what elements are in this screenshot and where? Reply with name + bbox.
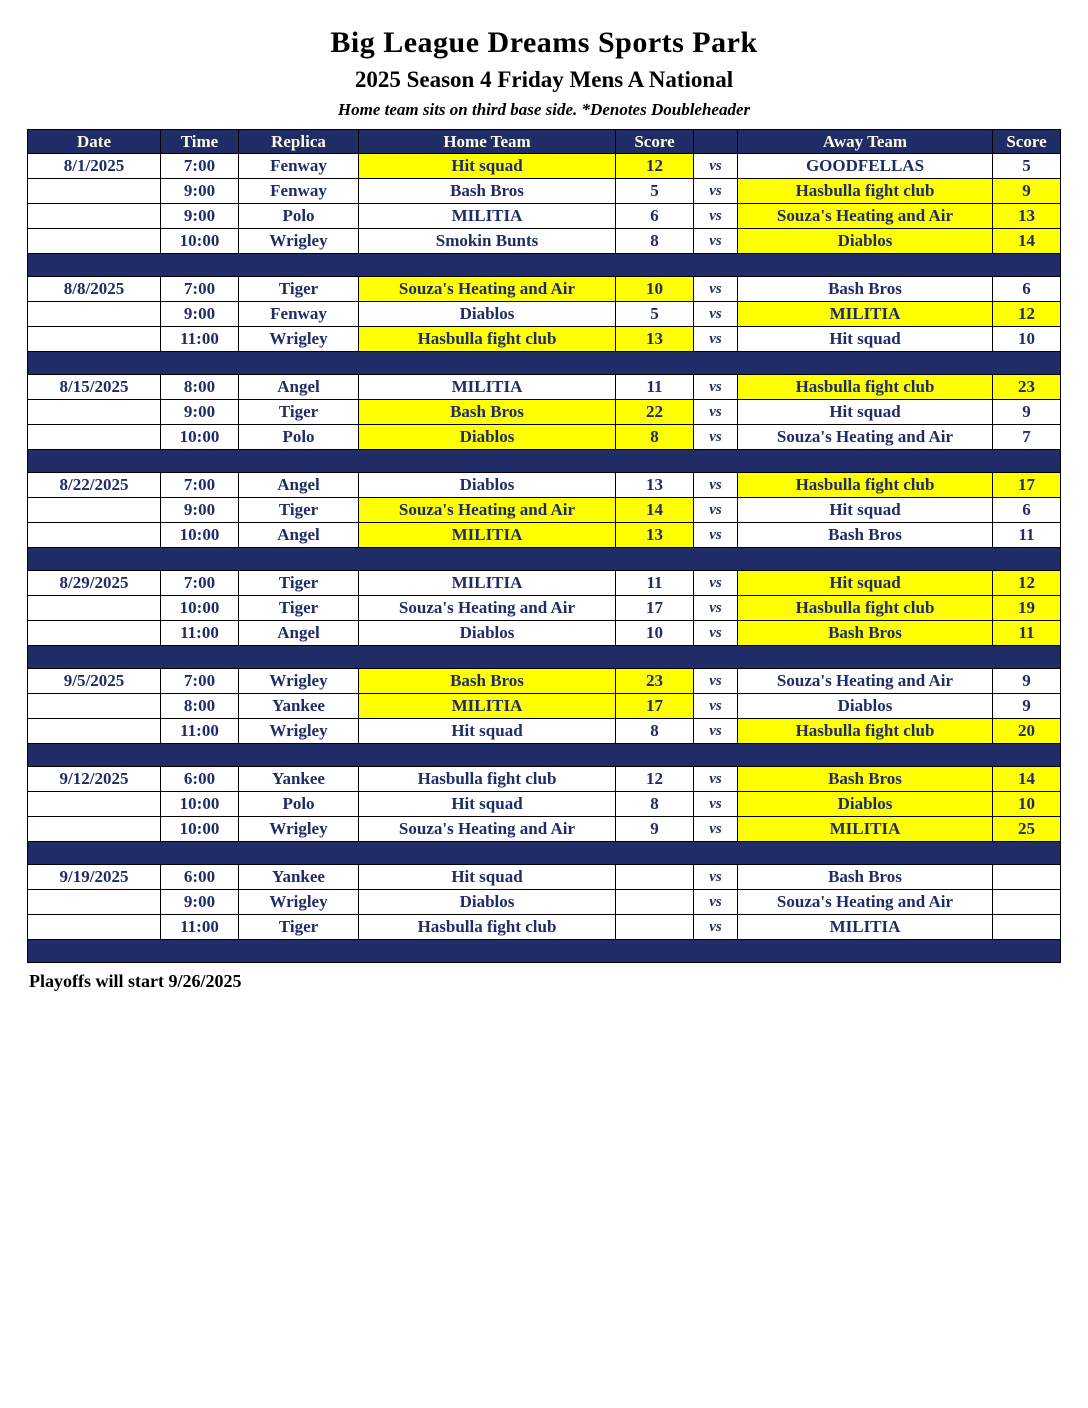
time-cell: 6:00 — [161, 865, 239, 890]
home-score-cell: 8 — [616, 229, 694, 254]
home-team-cell: Bash Bros — [359, 179, 616, 204]
time-cell: 7:00 — [161, 571, 239, 596]
replica-cell: Wrigley — [239, 817, 359, 842]
home-team-cell: Bash Bros — [359, 669, 616, 694]
away-score-cell: 7 — [993, 425, 1061, 450]
home-team-cell: Diablos — [359, 473, 616, 498]
time-cell: 9:00 — [161, 498, 239, 523]
table-row — [28, 890, 1061, 915]
away-score-cell: 25 — [993, 817, 1061, 842]
away-score-cell: 9 — [993, 669, 1061, 694]
away-score-cell: 17 — [993, 473, 1061, 498]
replica-cell: Fenway — [239, 179, 359, 204]
away-score-cell: 6 — [993, 277, 1061, 302]
replica-cell: Angel — [239, 473, 359, 498]
away-team-cell: Bash Bros — [738, 865, 993, 890]
separator-cell — [28, 744, 1061, 767]
column-header-date: Date — [28, 130, 161, 154]
table-row — [28, 498, 1061, 523]
away-team-cell: MILITIA — [738, 915, 993, 940]
vs-cell: vs — [694, 890, 738, 915]
away-team-cell: Bash Bros — [738, 767, 993, 792]
date-cell — [28, 179, 161, 204]
date-cell: 8/1/2025 — [28, 154, 161, 179]
date-cell — [28, 204, 161, 229]
column-header-replica: Replica — [239, 130, 359, 154]
away-team-cell: Souza's Heating and Air — [738, 425, 993, 450]
date-cell: 8/29/2025 — [28, 571, 161, 596]
table-row — [28, 523, 1061, 548]
away-score-cell: 12 — [993, 302, 1061, 327]
vs-cell: vs — [694, 498, 738, 523]
away-team-cell: Hasbulla fight club — [738, 179, 993, 204]
date-cell — [28, 915, 161, 940]
home-score-cell: 13 — [616, 523, 694, 548]
home-team-cell: MILITIA — [359, 204, 616, 229]
date-cell: 9/19/2025 — [28, 865, 161, 890]
home-team-cell: MILITIA — [359, 694, 616, 719]
home-team-cell: Diablos — [359, 890, 616, 915]
vs-cell: vs — [694, 571, 738, 596]
date-cell — [28, 621, 161, 646]
vs-cell: vs — [694, 473, 738, 498]
vs-cell: vs — [694, 277, 738, 302]
away-team-cell: Hit squad — [738, 498, 993, 523]
time-cell: 10:00 — [161, 523, 239, 548]
home-score-cell: 8 — [616, 719, 694, 744]
home-score-cell: 11 — [616, 375, 694, 400]
time-cell: 7:00 — [161, 473, 239, 498]
date-cell — [28, 302, 161, 327]
time-cell: 7:00 — [161, 669, 239, 694]
table-row — [28, 571, 1061, 596]
away-score-cell — [993, 915, 1061, 940]
away-score-cell: 6 — [993, 498, 1061, 523]
away-team-cell: Hit squad — [738, 327, 993, 352]
away-score-cell: 14 — [993, 767, 1061, 792]
time-cell: 8:00 — [161, 375, 239, 400]
table-header-row — [28, 130, 1061, 154]
away-score-cell: 13 — [993, 204, 1061, 229]
home-score-cell: 11 — [616, 571, 694, 596]
table-row — [28, 204, 1061, 229]
table-row — [28, 327, 1061, 352]
replica-cell: Tiger — [239, 400, 359, 425]
home-score-cell: 13 — [616, 327, 694, 352]
away-score-cell — [993, 865, 1061, 890]
vs-cell: vs — [694, 596, 738, 621]
away-team-cell: Diablos — [738, 229, 993, 254]
home-score-cell: 12 — [616, 767, 694, 792]
replica-cell: Tiger — [239, 915, 359, 940]
separator-row — [28, 254, 1061, 277]
home-team-cell: Hit squad — [359, 719, 616, 744]
time-cell: 11:00 — [161, 621, 239, 646]
column-header-home-team: Home Team — [359, 130, 616, 154]
column-header-away-score: Score — [993, 130, 1061, 154]
replica-cell: Polo — [239, 204, 359, 229]
separator-cell — [28, 940, 1061, 963]
table-row — [28, 229, 1061, 254]
date-cell: 9/12/2025 — [28, 767, 161, 792]
vs-cell: vs — [694, 792, 738, 817]
home-team-cell: Hit squad — [359, 865, 616, 890]
away-score-cell: 10 — [993, 792, 1061, 817]
separator-row — [28, 646, 1061, 669]
home-score-cell: 5 — [616, 302, 694, 327]
column-header-vs-spacer — [694, 130, 738, 154]
home-score-cell: 17 — [616, 694, 694, 719]
away-score-cell: 9 — [993, 400, 1061, 425]
away-team-cell: Souza's Heating and Air — [738, 204, 993, 229]
home-score-cell: 9 — [616, 817, 694, 842]
separator-cell — [28, 548, 1061, 571]
home-team-cell: Hit squad — [359, 792, 616, 817]
away-team-cell: Diablos — [738, 694, 993, 719]
home-team-cell: Souza's Heating and Air — [359, 498, 616, 523]
away-score-cell: 9 — [993, 179, 1061, 204]
time-cell: 9:00 — [161, 400, 239, 425]
home-team-cell: Diablos — [359, 425, 616, 450]
away-team-cell: Bash Bros — [738, 523, 993, 548]
date-cell — [28, 327, 161, 352]
separator-row — [28, 940, 1061, 963]
date-cell: 8/8/2025 — [28, 277, 161, 302]
home-score-cell: 22 — [616, 400, 694, 425]
vs-cell: vs — [694, 694, 738, 719]
separator-cell — [28, 646, 1061, 669]
away-score-cell: 20 — [993, 719, 1061, 744]
table-row — [28, 473, 1061, 498]
table-row — [28, 425, 1061, 450]
away-score-cell: 14 — [993, 229, 1061, 254]
date-cell — [28, 694, 161, 719]
replica-cell: Fenway — [239, 154, 359, 179]
time-cell: 9:00 — [161, 302, 239, 327]
time-cell: 9:00 — [161, 179, 239, 204]
time-cell: 10:00 — [161, 229, 239, 254]
away-team-cell: Bash Bros — [738, 621, 993, 646]
vs-cell: vs — [694, 302, 738, 327]
separator-cell — [28, 352, 1061, 375]
table-row — [28, 865, 1061, 890]
table-row — [28, 817, 1061, 842]
home-team-cell: MILITIA — [359, 375, 616, 400]
separator-cell — [28, 842, 1061, 865]
home-score-cell: 23 — [616, 669, 694, 694]
separator-row — [28, 548, 1061, 571]
table-row — [28, 277, 1061, 302]
away-score-cell: 11 — [993, 523, 1061, 548]
vs-cell: vs — [694, 179, 738, 204]
replica-cell: Wrigley — [239, 229, 359, 254]
away-score-cell: 23 — [993, 375, 1061, 400]
column-header-away-team: Away Team — [738, 130, 993, 154]
away-score-cell — [993, 890, 1061, 915]
replica-cell: Yankee — [239, 694, 359, 719]
home-team-cell: Hasbulla fight club — [359, 767, 616, 792]
time-cell: 11:00 — [161, 327, 239, 352]
time-cell: 10:00 — [161, 596, 239, 621]
vs-cell: vs — [694, 204, 738, 229]
away-score-cell: 9 — [993, 694, 1061, 719]
table-row — [28, 154, 1061, 179]
replica-cell: Angel — [239, 621, 359, 646]
home-score-cell — [616, 865, 694, 890]
home-score-cell: 14 — [616, 498, 694, 523]
away-score-cell: 10 — [993, 327, 1061, 352]
table-row — [28, 767, 1061, 792]
date-cell — [28, 792, 161, 817]
home-score-cell — [616, 915, 694, 940]
away-team-cell: GOODFELLAS — [738, 154, 993, 179]
away-score-cell: 5 — [993, 154, 1061, 179]
separator-cell — [28, 450, 1061, 473]
vs-cell: vs — [694, 915, 738, 940]
vs-cell: vs — [694, 154, 738, 179]
time-cell: 9:00 — [161, 890, 239, 915]
date-cell — [28, 400, 161, 425]
home-score-cell: 8 — [616, 425, 694, 450]
separator-row — [28, 744, 1061, 767]
away-score-cell: 12 — [993, 571, 1061, 596]
separator-cell — [28, 254, 1061, 277]
page-subtitle: 2025 Season 4 Friday Mens A National — [354, 67, 734, 92]
date-cell: 8/15/2025 — [28, 375, 161, 400]
table-row — [28, 302, 1061, 327]
away-score-cell: 11 — [993, 621, 1061, 646]
away-team-cell: MILITIA — [738, 817, 993, 842]
vs-cell: vs — [694, 400, 738, 425]
home-team-cell: Souza's Heating and Air — [359, 277, 616, 302]
column-header-time: Time — [161, 130, 239, 154]
replica-cell: Angel — [239, 375, 359, 400]
table-row — [28, 719, 1061, 744]
home-team-cell: MILITIA — [359, 571, 616, 596]
vs-cell: vs — [694, 719, 738, 744]
playoffs-note: Playoffs will start 9/26/2025 — [29, 971, 242, 991]
time-cell: 10:00 — [161, 425, 239, 450]
page-title: Big League Dreams Sports Park — [330, 26, 758, 59]
time-cell: 10:00 — [161, 817, 239, 842]
time-cell: 7:00 — [161, 277, 239, 302]
replica-cell: Angel — [239, 523, 359, 548]
replica-cell: Tiger — [239, 596, 359, 621]
date-cell — [28, 523, 161, 548]
away-team-cell: Hit squad — [738, 571, 993, 596]
vs-cell: vs — [694, 817, 738, 842]
schedule-body — [28, 154, 1061, 963]
date-cell: 8/22/2025 — [28, 473, 161, 498]
home-score-cell — [616, 890, 694, 915]
away-team-cell: Hasbulla fight club — [738, 596, 993, 621]
schedule-note: Home team sits on third base side. *Denotes Doubleheader — [337, 100, 751, 119]
date-cell — [28, 229, 161, 254]
away-team-cell: Bash Bros — [738, 277, 993, 302]
date-cell: 9/5/2025 — [28, 669, 161, 694]
home-score-cell: 6 — [616, 204, 694, 229]
vs-cell: vs — [694, 865, 738, 890]
replica-cell: Wrigley — [239, 719, 359, 744]
time-cell: 6:00 — [161, 767, 239, 792]
column-header-home-score: Score — [616, 130, 694, 154]
home-team-cell: Hasbulla fight club — [359, 915, 616, 940]
vs-cell: vs — [694, 523, 738, 548]
table-row — [28, 179, 1061, 204]
home-team-cell: Bash Bros — [359, 400, 616, 425]
replica-cell: Tiger — [239, 571, 359, 596]
date-cell — [28, 817, 161, 842]
home-score-cell: 12 — [616, 154, 694, 179]
table-row — [28, 694, 1061, 719]
home-score-cell: 10 — [616, 621, 694, 646]
table-row — [28, 621, 1061, 646]
replica-cell: Yankee — [239, 767, 359, 792]
away-team-cell: Hasbulla fight club — [738, 473, 993, 498]
home-score-cell: 17 — [616, 596, 694, 621]
table-row — [28, 792, 1061, 817]
away-score-cell: 19 — [993, 596, 1061, 621]
vs-cell: vs — [694, 425, 738, 450]
date-cell — [28, 425, 161, 450]
schedule-table — [27, 129, 1061, 963]
separator-row — [28, 352, 1061, 375]
home-team-cell: Smokin Bunts — [359, 229, 616, 254]
vs-cell: vs — [694, 327, 738, 352]
time-cell: 7:00 — [161, 154, 239, 179]
home-team-cell: Diablos — [359, 302, 616, 327]
time-cell: 9:00 — [161, 204, 239, 229]
home-team-cell: MILITIA — [359, 523, 616, 548]
replica-cell: Tiger — [239, 277, 359, 302]
table-row — [28, 596, 1061, 621]
table-row — [28, 669, 1061, 694]
date-cell — [28, 596, 161, 621]
vs-cell: vs — [694, 669, 738, 694]
home-score-cell: 8 — [616, 792, 694, 817]
time-cell: 11:00 — [161, 915, 239, 940]
replica-cell: Yankee — [239, 865, 359, 890]
date-cell — [28, 498, 161, 523]
away-team-cell: Hasbulla fight club — [738, 375, 993, 400]
replica-cell: Wrigley — [239, 669, 359, 694]
vs-cell: vs — [694, 375, 738, 400]
replica-cell: Polo — [239, 425, 359, 450]
away-team-cell: Souza's Heating and Air — [738, 669, 993, 694]
replica-cell: Polo — [239, 792, 359, 817]
away-team-cell: Hit squad — [738, 400, 993, 425]
home-score-cell: 5 — [616, 179, 694, 204]
table-row — [28, 915, 1061, 940]
home-team-cell: Hasbulla fight club — [359, 327, 616, 352]
away-team-cell: Hasbulla fight club — [738, 719, 993, 744]
date-cell — [28, 890, 161, 915]
home-score-cell: 13 — [616, 473, 694, 498]
away-team-cell: Souza's Heating and Air — [738, 890, 993, 915]
replica-cell: Wrigley — [239, 890, 359, 915]
home-team-cell: Souza's Heating and Air — [359, 596, 616, 621]
replica-cell: Tiger — [239, 498, 359, 523]
separator-row — [28, 450, 1061, 473]
table-row — [28, 375, 1061, 400]
home-score-cell: 10 — [616, 277, 694, 302]
away-team-cell: MILITIA — [738, 302, 993, 327]
vs-cell: vs — [694, 767, 738, 792]
replica-cell: Wrigley — [239, 327, 359, 352]
separator-row — [28, 842, 1061, 865]
replica-cell: Fenway — [239, 302, 359, 327]
time-cell: 11:00 — [161, 719, 239, 744]
time-cell: 8:00 — [161, 694, 239, 719]
home-team-cell: Hit squad — [359, 154, 616, 179]
vs-cell: vs — [694, 229, 738, 254]
table-row — [28, 400, 1061, 425]
date-cell — [28, 719, 161, 744]
home-team-cell: Souza's Heating and Air — [359, 817, 616, 842]
away-team-cell: Diablos — [738, 792, 993, 817]
vs-cell: vs — [694, 621, 738, 646]
time-cell: 10:00 — [161, 792, 239, 817]
home-team-cell: Diablos — [359, 621, 616, 646]
